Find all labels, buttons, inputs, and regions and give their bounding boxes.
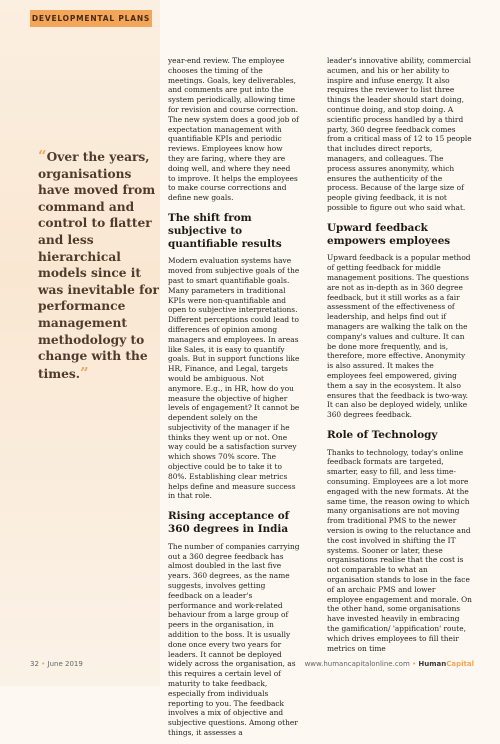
footer-bullet: •: [41, 660, 46, 668]
brand-logo-human: Human: [418, 660, 447, 668]
open-quote-icon: “: [38, 147, 47, 165]
page-footer-right: [305, 660, 474, 668]
paragraph: Modern evaluation systems have moved from subjective goals of the past to smart quantifiable goals. Many parameters in traditional KPIs were non-quantifiable and open to subjective interpretations. Different perceptions could lead to differences of opinion among managers and employees. In areas like Sales, it is easy to quantify goals. But in support functions like HR, Finance, and Legal, targets would be ambiguous. Not anymore. E.g., in HR, how do you measure the objective of higher levels of engagement? It cannot be dependent solely on the subjectivity of the manager if he thinks they went up or not. One way could be a satisfaction survey which shows 70% score. The objective could be to take it to 80%. Establishing clear metrics helps define and measure success in that role.: [168, 256, 300, 501]
pull-quote-text: Over the years, organisations have moved from command and control to flatter and less hierarchical models since it was inevitable for performance management methodology to change with the times.: [38, 150, 159, 381]
page-footer-left: [30, 660, 83, 668]
website-url: www.humancapitalonline.com: [304, 660, 410, 668]
article-column-2: [327, 56, 472, 659]
close-quote-icon: ”: [80, 363, 89, 382]
page-number: 32: [30, 660, 39, 668]
pull-quote: [38, 148, 160, 382]
issue-date: June 2019: [47, 660, 83, 668]
footer-bullet: •: [412, 660, 417, 668]
paragraph: Thanks to technology, today's online feedback formats are targeted, smarter, easy to fill, and less time-consuming. Employees are a lot more engaged with the new formats. At the same time, the reason owing to which many organisations are not moving from traditional PMS to the newer version is owing to the reluctance and the cost involved in shifting the IT systems. Sooner or later, these organisations realise that the cost is not comparable to what an organisation stands to lose in the face of an archaic PMS and lower employee engagement and morale. On the other hand, some organisations have invested heavily in embracing the gamification/ 'appification' route, which drives employees to fill their metrics on time: [327, 447, 472, 653]
subheading: Upward feedback empowers employees: [327, 221, 451, 247]
subheading: Rising acceptance of 360 degrees in India: [168, 510, 290, 536]
subheading: Role of Technology: [327, 428, 438, 441]
paragraph: The number of companies carrying out a 360 degree feedback has almost doubled in the last five years. 360 degrees, as the name suggests, involves getting feedback on a leader's performance and work-related behaviour from a large group of peers in the organisation, in addition to the boss. It is usually done once every two years for leaders. It cannot be deployed widely across the organisation, as this requires a certain level of maturity to take feedback, especially from individuals reporting to you. The feedback involves a mix of objective and subjective questions. Among other things, it assesses a: [168, 541, 300, 737]
paragraph: leader's innovative ability, commercial acumen, and his or her ability to inspire and infuse energy. It also requires the reviewer to list three things the leader should start doing, continue doing, and stop doing. A scientific process handled by a third party, 360 degree feedback comes from a critical mass of 12 to 15 people that includes direct reports, managers, and colleagues. The process assures anonymity, which ensures the authenticity of the process. Because of the large size of people giving feedback, it is not possible to figure out who said what.: [327, 56, 472, 212]
section-header: DEVELOPMENTAL PLANS: [30, 10, 152, 27]
subheading: The shift from subjective to quantifiable results: [168, 211, 282, 250]
article-column-1: [168, 56, 300, 744]
paragraph: Upward feedback is a popular method of getting feedback for middle management positions. The questions are not as in-depth as in 360 degree feedback, but it still works as a fair assessment of the effectiveness of leadership, and helps find out if managers are walking the talk on the company's values and culture. It can be done more frequently, and is, therefore, more effective. Anonymity is also assured. It makes the employees feel empowered, giving them a say in the ecosystem. It also ensures that the feedback is two-way. It can also be deployed widely, unlike 360 degrees feedback.: [327, 253, 471, 420]
paragraph: year-end review. The employee chooses the timing of the meetings. Goals, key deliverables, and comments are put into the system periodically, allowing time for revision and course correction. The new system does a good job of expectation management with quantifiable KPIs and periodic reviews. Employees know how they are faring, where they are doing well, and where they need to improve. It helps the employees to make course corrections and define new goals.: [168, 56, 299, 203]
brand-logo-capital: Capital: [446, 660, 474, 668]
